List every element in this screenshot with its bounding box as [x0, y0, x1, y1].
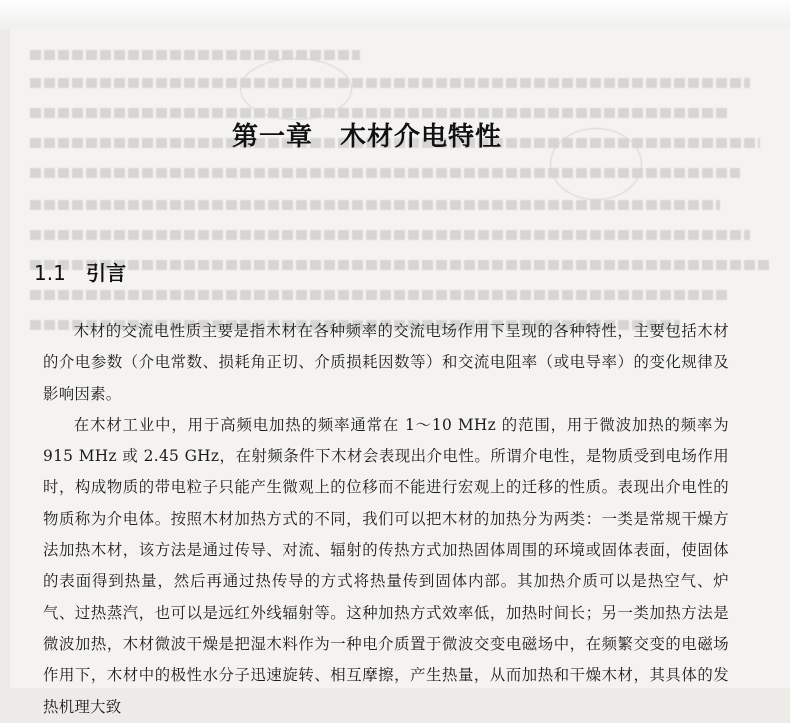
bleed-through-shadow	[10, 28, 790, 358]
paragraph: 木材的交流电性质主要是指木材在各种频率的交流电场作用下呈现的各种特性，主要包括木材的介电参数（介电常数、损耗角正切、介质损耗因数等）和交流电阻率（或电导率）的变化规律及影响因素。	[43, 322, 729, 403]
body-text	[43, 316, 729, 723]
section-number: 1.1	[34, 261, 66, 285]
section-title: 引言	[86, 261, 127, 285]
paragraph: 在木材工业中，用于高频电加热的频率通常在 1～10 MHz 的范围，用于微波加热的频率为 915 MHz 或 2.45 GHz，在射频条件下木材会表现出介电性。所谓介电性，是物质受到电场作用时，构成物质的带电粒子只能产生微观上的位移而不能进行宏观上的迁移的性质。表现出介电性的物质称为介电体。按照木材加热方式的不同，我们可以把木材的加热分为两类：一类是常规干燥方法加热木材，该方法是通过传导、对流、辐射的传热方式加热固体周围的环境或固体表面，使固体的表面得到热量，然后再通过热传导的方式将热量传到固体内部。其加热介质可以是热空气、炉气、过热蒸汽，也可以是远红外线辐射等。这种加热方式效率低，加热时间长；另一类加热方法是微波加热，木材微波干燥是把湿木料作为一种电介质置于微波交变电磁场中，在频繁交变的电磁场作用下，木材中的极性水分子迅速旋转、相互摩擦，产生热量，从而加热和干燥木材，其具体的发热机理大致	[43, 415, 729, 716]
section-heading	[34, 257, 126, 286]
book-page	[10, 28, 790, 716]
scan-top-margin	[0, 0, 790, 30]
chapter-title: 第一章 木材介电特性	[232, 122, 503, 152]
